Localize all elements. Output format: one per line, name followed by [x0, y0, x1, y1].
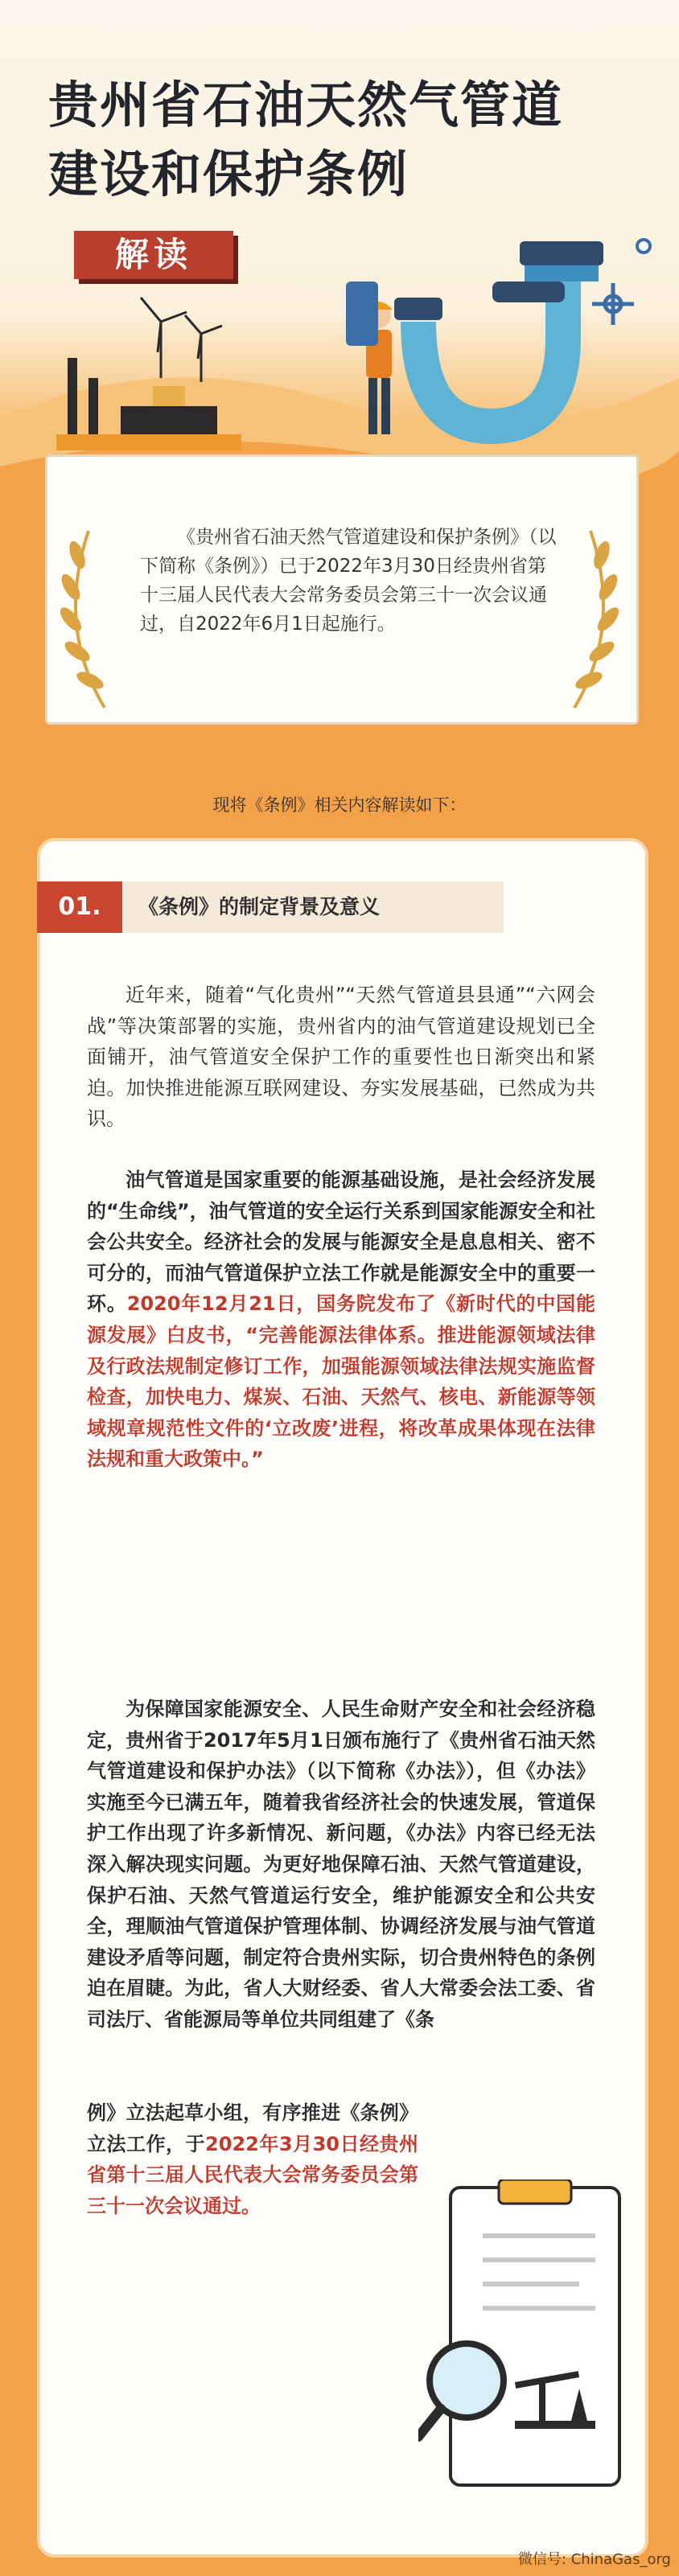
page-title-line1: 贵州省石油天然气管道 — [48, 76, 564, 134]
paragraph-3: 为保障国家能源安全、人民生命财产安全和社会经济稳定，贵州省于2017年5月1日颁布施行了《贵州省石油天然气管道建设和保护办法》（以下简称《办法》），但《办法》实施至今已满五年，随着我省经济社会的快速发展，管道保护工作出现了许多新情况、新问题，《办法》内容已经无法深入解决现实问题。为更好地保障石油、天然气管道建设，保护石油、天然气管道运行安全，维护能源安全和公共安全，理顺油气管道保护管理体制、协调经济发展与油气管道建设矛盾等问题，制定符合贵州实际，切合贵州特色的条例迫在眉睫。为此，省人大财经委、省人大常委会法工委、省司法厅、省能源局等单位共同组建了《条 — [87, 1698, 595, 2031]
clipboard-icon — [451, 2188, 619, 2485]
interpretation-tag: 解读 — [74, 231, 233, 279]
paragraph-2 — [87, 1165, 595, 1475]
section-number: 01. — [37, 881, 122, 933]
clipboard-illustration — [418, 2180, 636, 2509]
paragraph-1: 近年来，随着“气化贵州”“天然气管道县县通”“六网会战”等决策部署的实施，贵州省内的油气管道建设规划已全面铺开，油气管道安全保护工作的重要性也日渐突出和紧迫。加快推进能源互联网建设、夯实发展基础，已然成为共识。 — [87, 984, 595, 1131]
intro-text: 《贵州省石油天然气管道建设和保护条例》（以下简称《条例》）已于2022年3月30日经贵州省第十三届人民代表大会常务委员会第三十一次会议通过，自2022年6月1日起施行。 — [140, 527, 557, 635]
laurel-left-icon — [56, 531, 105, 708]
laurel-right-icon — [573, 531, 622, 708]
wechat-id: 微信号: ChinaGas_org — [517, 2551, 671, 2568]
page-title-line2: 建设和保护条例 — [48, 145, 409, 203]
laurel-decorations — [0, 0, 679, 804]
paragraph-4-highlight: 2022年3月30日经贵州省第十三届人民代表大会常务委员会第三十一次会议通过。 — [87, 2132, 418, 2217]
section-title: 《条例》的制定背景及意义 — [138, 895, 381, 918]
section-subtitle: 现将《条例》相关内容解读如下： — [212, 795, 467, 815]
paragraph-2-highlight: 2020年12月21日，国务院发布了《新时代的中国能源发展》白皮书，“完善能源法律体系。推进能源领域法律及行政法规制定修订工作，加强能源领域法律法规实施监督检查，加快电力、煤炭、石油、天然气、核电、新能源等领域规章规范性文件的‘立改废’进程，将改革成果体现在法律法规和重大政策中。” — [87, 1292, 596, 1471]
paragraph-4-text: 例》立法起草小组，有序推进《条例》立法工作，于 — [87, 2101, 418, 2155]
paragraph-2-text: 油气管道是国家重要的能源基础设施，是社会经济发展的“生命线”，油气管道的安全运行关系到国家能源安全和社会公共安全。经济社会的发展与能源安全是息息相关、密不可分的，而油气管道保护立法工作就是能源安全中的重要一环。 — [87, 1169, 595, 1316]
paragraph-4 — [87, 2097, 418, 2221]
